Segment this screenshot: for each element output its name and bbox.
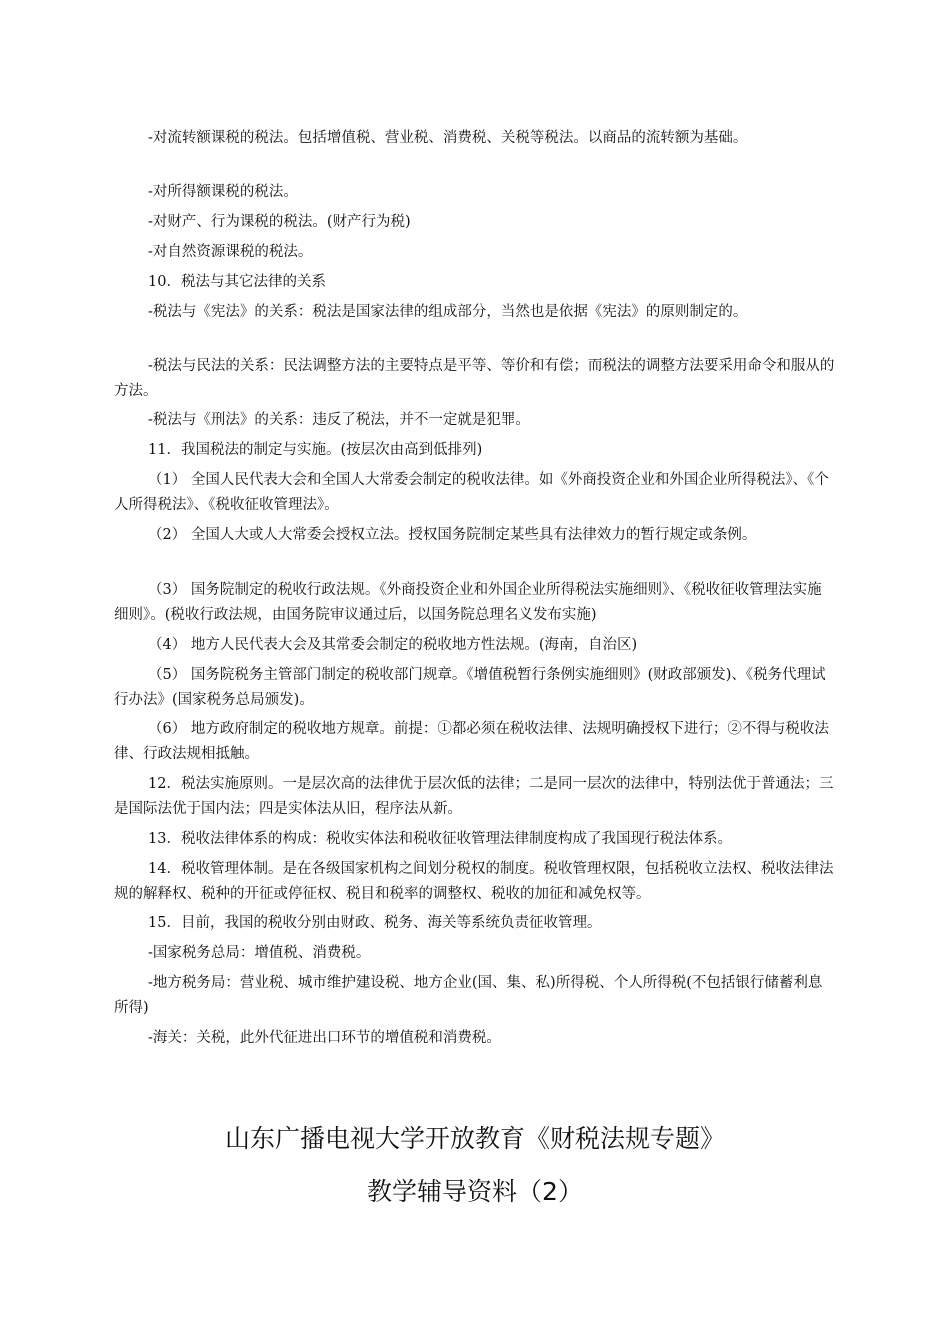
paragraph-state-tax: -国家税务总局：增值税、消费税。 <box>148 945 371 961</box>
paragraph-level-5: （5） 国务院税务主管部门制定的税收部门规章。《增值税暂行条例实施细则》(财政部颁发)、《税务代理试行办法》(国家税务总局颁发)。 <box>114 667 826 708</box>
paragraph-item-12: 12．税法实施原则。一是层次高的法律优于层次低的法律；二是同一层次的法律中，特别法优于普通法；三是国际法优于国内法；四是实体法从旧，程序法从新。 <box>114 776 834 817</box>
paragraph-level-6: （6） 地方政府制定的税收地方规章。前提：①都必须在税收法律、法规明确授权下进行；②不得与税收法律、行政法规相抵触。 <box>114 721 829 762</box>
paragraph-local-tax: -地方税务局：营业税、城市维护建设税、地方企业(国、集、私)所得税、个人所得税(不包括银行储蓄利息所得) <box>114 975 823 1016</box>
paragraph-item-10: 10．税法与其它法律的关系 <box>148 274 326 290</box>
paragraph-item-13: 13．税收法律体系的构成：税收实体法和税收征收管理法律制度构成了我国现行税法体系。 <box>148 831 732 847</box>
paragraph-criminal-law: -税法与《刑法》的关系：违反了税法，并不一定就是犯罪。 <box>148 412 530 428</box>
paragraph-level-3: （3） 国务院制定的税收行政法规。《外商投资企业和外国企业所得税法实施细则》、《税收征收管理法实施细则》。(税收行政法规，由国务院审议通过后，以国务院总理名义发布实施) <box>114 582 822 623</box>
paragraph-turnover-tax: -对流转额课税的税法。包括增值税、营业税、消费税、关税等税法。以商品的流转额为基础。 <box>148 130 748 146</box>
paragraph-property-tax: -对财产、行为课税的税法。(财产行为税) <box>148 214 411 230</box>
paragraph-constitution: -税法与《宪法》的关系：税法是国家法律的组成部分，当然也是依据《宪法》的原则制定的。 <box>148 304 748 320</box>
paragraph-level-2: （2） 全国人大或人大常委会授权立法。授权国务院制定某些具有法律效力的暂行规定或条例。 <box>148 527 757 543</box>
paragraph-item-15: 15．目前，我国的税收分别由财政、税务、海关等系统负责征收管理。 <box>148 915 602 931</box>
heading-subtitle: 教学辅导资料（2） <box>367 1177 583 1206</box>
paragraph-civil-law: -税法与民法的关系：民法调整方法的主要特点是平等、等价和有偿；而税法的调整方法要采用命令和服从的方法。 <box>114 358 835 399</box>
paragraph-customs: -海关：关税，此外代征进出口环节的增值税和消费税。 <box>148 1030 501 1046</box>
heading-title: 山东广播电视大学开放教育《财税法规专题》 <box>224 1124 725 1153</box>
paragraph-item-11: 11．我国税法的制定与实施。(按层次由高到低排列) <box>148 442 483 458</box>
paragraph-level-4: （4） 地方人民代表大会及其常委会制定的税收地方性法规。(海南，自治区) <box>148 637 638 653</box>
paragraph-resource-tax: -对自然资源课税的税法。 <box>148 244 313 260</box>
paragraph-item-14: 14．税收管理体制。是在各级国家机构之间划分税权的制度。税收管理权限，包括税收立法权、税收法律法规的解释权、税种的开征或停征权、税目和税率的调整权、税收的加征和减免权等。 <box>114 861 834 902</box>
paragraph-level-1: （1） 全国人民代表大会和全国人大常委会制定的税收法律。如《外商投资企业和外国企业所得税法》、《个人所得税法》、《税收征收管理法》。 <box>114 472 829 513</box>
paragraph-income-tax: -对所得额课税的税法。 <box>148 184 298 200</box>
